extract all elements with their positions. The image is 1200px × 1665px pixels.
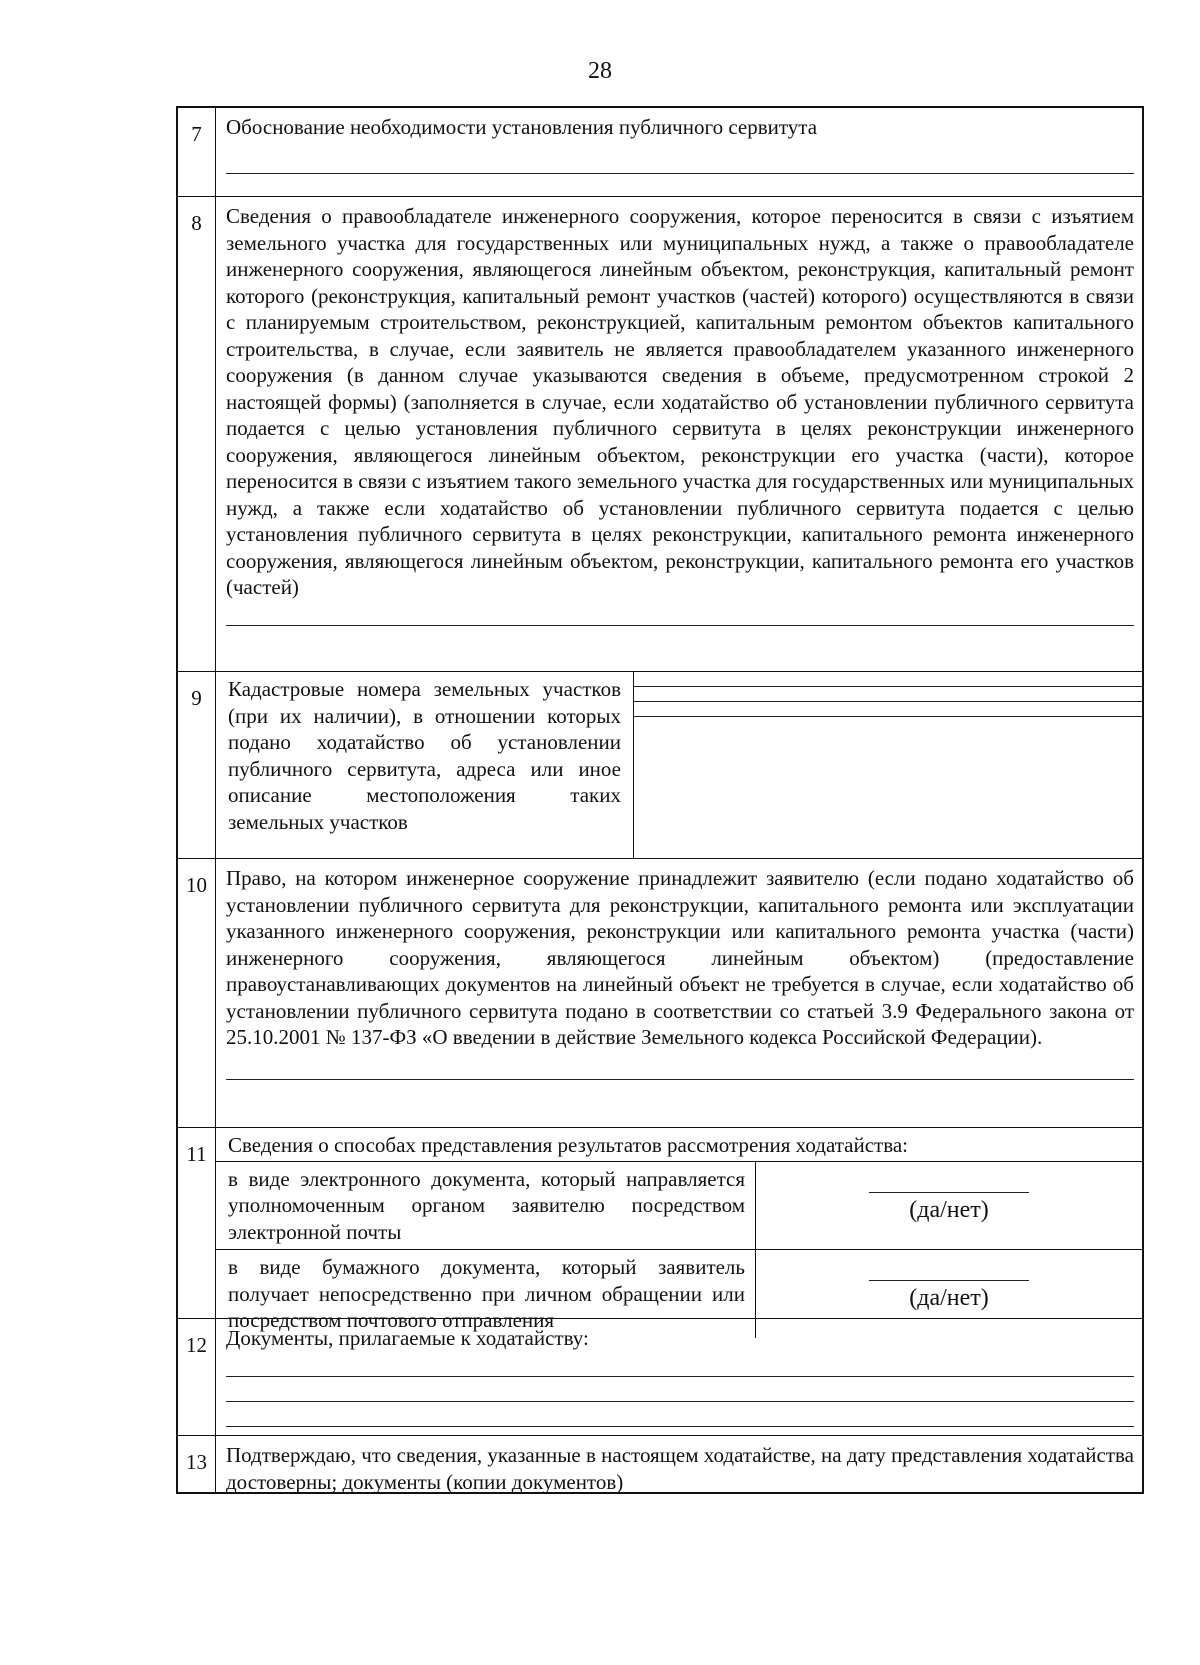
attached-documents-label: Документы, прилагаемые к ходатайству: xyxy=(226,1326,589,1350)
row-number: 11 xyxy=(178,1128,216,1318)
fill-line xyxy=(634,672,1142,687)
fill-line xyxy=(634,702,1142,717)
row-content xyxy=(216,672,1142,858)
yes-no-hint: (да/нет) xyxy=(909,1196,989,1223)
row-number: 12 xyxy=(178,1319,216,1435)
form-row-7 xyxy=(178,108,1142,197)
ownership-right-fill-line[interactable] xyxy=(226,1057,1134,1080)
electronic-option-answer[interactable] xyxy=(756,1162,1142,1250)
yes-no-hint: (да/нет) xyxy=(909,1285,989,1311)
rightholder-info-label: Сведения о правообладателе инженерного сооружения, которое переносится в связи с изъятием земельного участка для государственных или муниципальных нужд, а также о правообладателе инженерного сооружения, являющегося линейным объектом, реконструкция, капитальный ремонт которого (реконструкция, капитальный ремонт участков (частей) которого) осуществляются в связи с планируемым строительством, реконструкцией, капитальным ремонтом объектов капитального строительства, в случае, если заявитель не является правообладателем указанного инженерного сооружения (в данном случае указываются сведения в объеме, предусмотренном строкой 2 настоящей формы) (заполняется в случае, если ходатайство об установлении публичного сервитута подается с целью установления публичного сервитута в целях реконструкции инженерного сооружения, являющегося линейным объектом, реконструкции его участка (части), которое переносится в связи с изъятием такого земельного участка для государственных или муниципальных нужд, а также если ходатайство об установлении публичного сервитута подается с целью установления публичного сервитута в целях реконструкции, капитального ремонта инженерного сооружения, являющегося линейным объектом, реконструкции, капитального ремонта его участков (частей) xyxy=(226,204,1134,599)
row-content xyxy=(216,197,1142,671)
delivery-option-electronic xyxy=(216,1161,1142,1250)
row-number: 9 xyxy=(178,672,216,858)
row-number: 13 xyxy=(178,1436,216,1492)
answer-fill-line xyxy=(869,1178,1029,1193)
documents-fill-line[interactable] xyxy=(226,1379,1134,1402)
answer-fill-line xyxy=(869,1266,1029,1281)
justification-label: Обоснование необходимости установления публичного сервитута xyxy=(226,115,818,139)
electronic-option-label: в виде электронного документа, который направляется уполномоченным органом заявителю посредством электронной почты xyxy=(216,1162,756,1250)
row-content xyxy=(216,1128,1142,1332)
documents-fill-line[interactable] xyxy=(226,1404,1134,1427)
documents-fill-line[interactable] xyxy=(226,1354,1134,1377)
row-content xyxy=(216,108,1142,196)
paper-option-label: в виде бумажного документа, который заявитель получает непосредственно при личном обращении или посредством почтового отправления xyxy=(216,1250,756,1338)
form-row-13 xyxy=(178,1436,1142,1492)
cadastral-numbers-label: Кадастровые номера земельных участков (при их наличии), в отношении которых подано ходатайство об установлении публичного сервитута, адреса или иное описание местоположения таких земельных участков xyxy=(216,672,634,858)
page-number: 28 xyxy=(588,58,612,84)
row-content xyxy=(216,1436,1142,1492)
application-form-table xyxy=(176,106,1144,1494)
rightholder-fill-line[interactable] xyxy=(226,603,1134,626)
justification-fill-line[interactable] xyxy=(226,151,1134,174)
row-content xyxy=(216,859,1142,1127)
form-row-11 xyxy=(178,1128,1142,1332)
fill-line xyxy=(634,687,1142,702)
confirmation-text: Подтверждаю, что сведения, указанные в настоящем ходатайстве, на дату представления ходатайства достоверны; документы (копии документов) xyxy=(226,1443,1134,1494)
form-row-8 xyxy=(178,197,1142,672)
row-number: 7 xyxy=(178,108,216,196)
row-content xyxy=(216,1319,1142,1435)
cadastral-numbers-field[interactable] xyxy=(634,672,1142,858)
row-number: 8 xyxy=(178,197,216,671)
row-number: 10 xyxy=(178,859,216,1127)
ownership-right-label: Право, на котором инженерное сооружение принадлежит заявителю (если подано ходатайство об установлении публичного сервитута для реконструкции, капитального ремонта или эксплуатации указанного инженерного сооружения, реконструкции или капитального ремонта участка (части) инженерного сооружения, являющегося линейным объектом) (предоставление правоустанавливающих документов на линейный объект не требуется в случае, если ходатайство об установлении публичного сервитута подано в соответствии со статьей 3.9 Федерального закона от 25.10.2001 № 137-ФЗ «О введении в действие Земельного кодекса Российской Федерации). xyxy=(226,866,1134,1049)
form-row-12 xyxy=(178,1319,1142,1436)
form-row-10 xyxy=(178,859,1142,1128)
result-delivery-heading: Сведения о способах представления результатов рассмотрения ходатайства: xyxy=(228,1133,909,1157)
form-row-9 xyxy=(178,672,1142,859)
